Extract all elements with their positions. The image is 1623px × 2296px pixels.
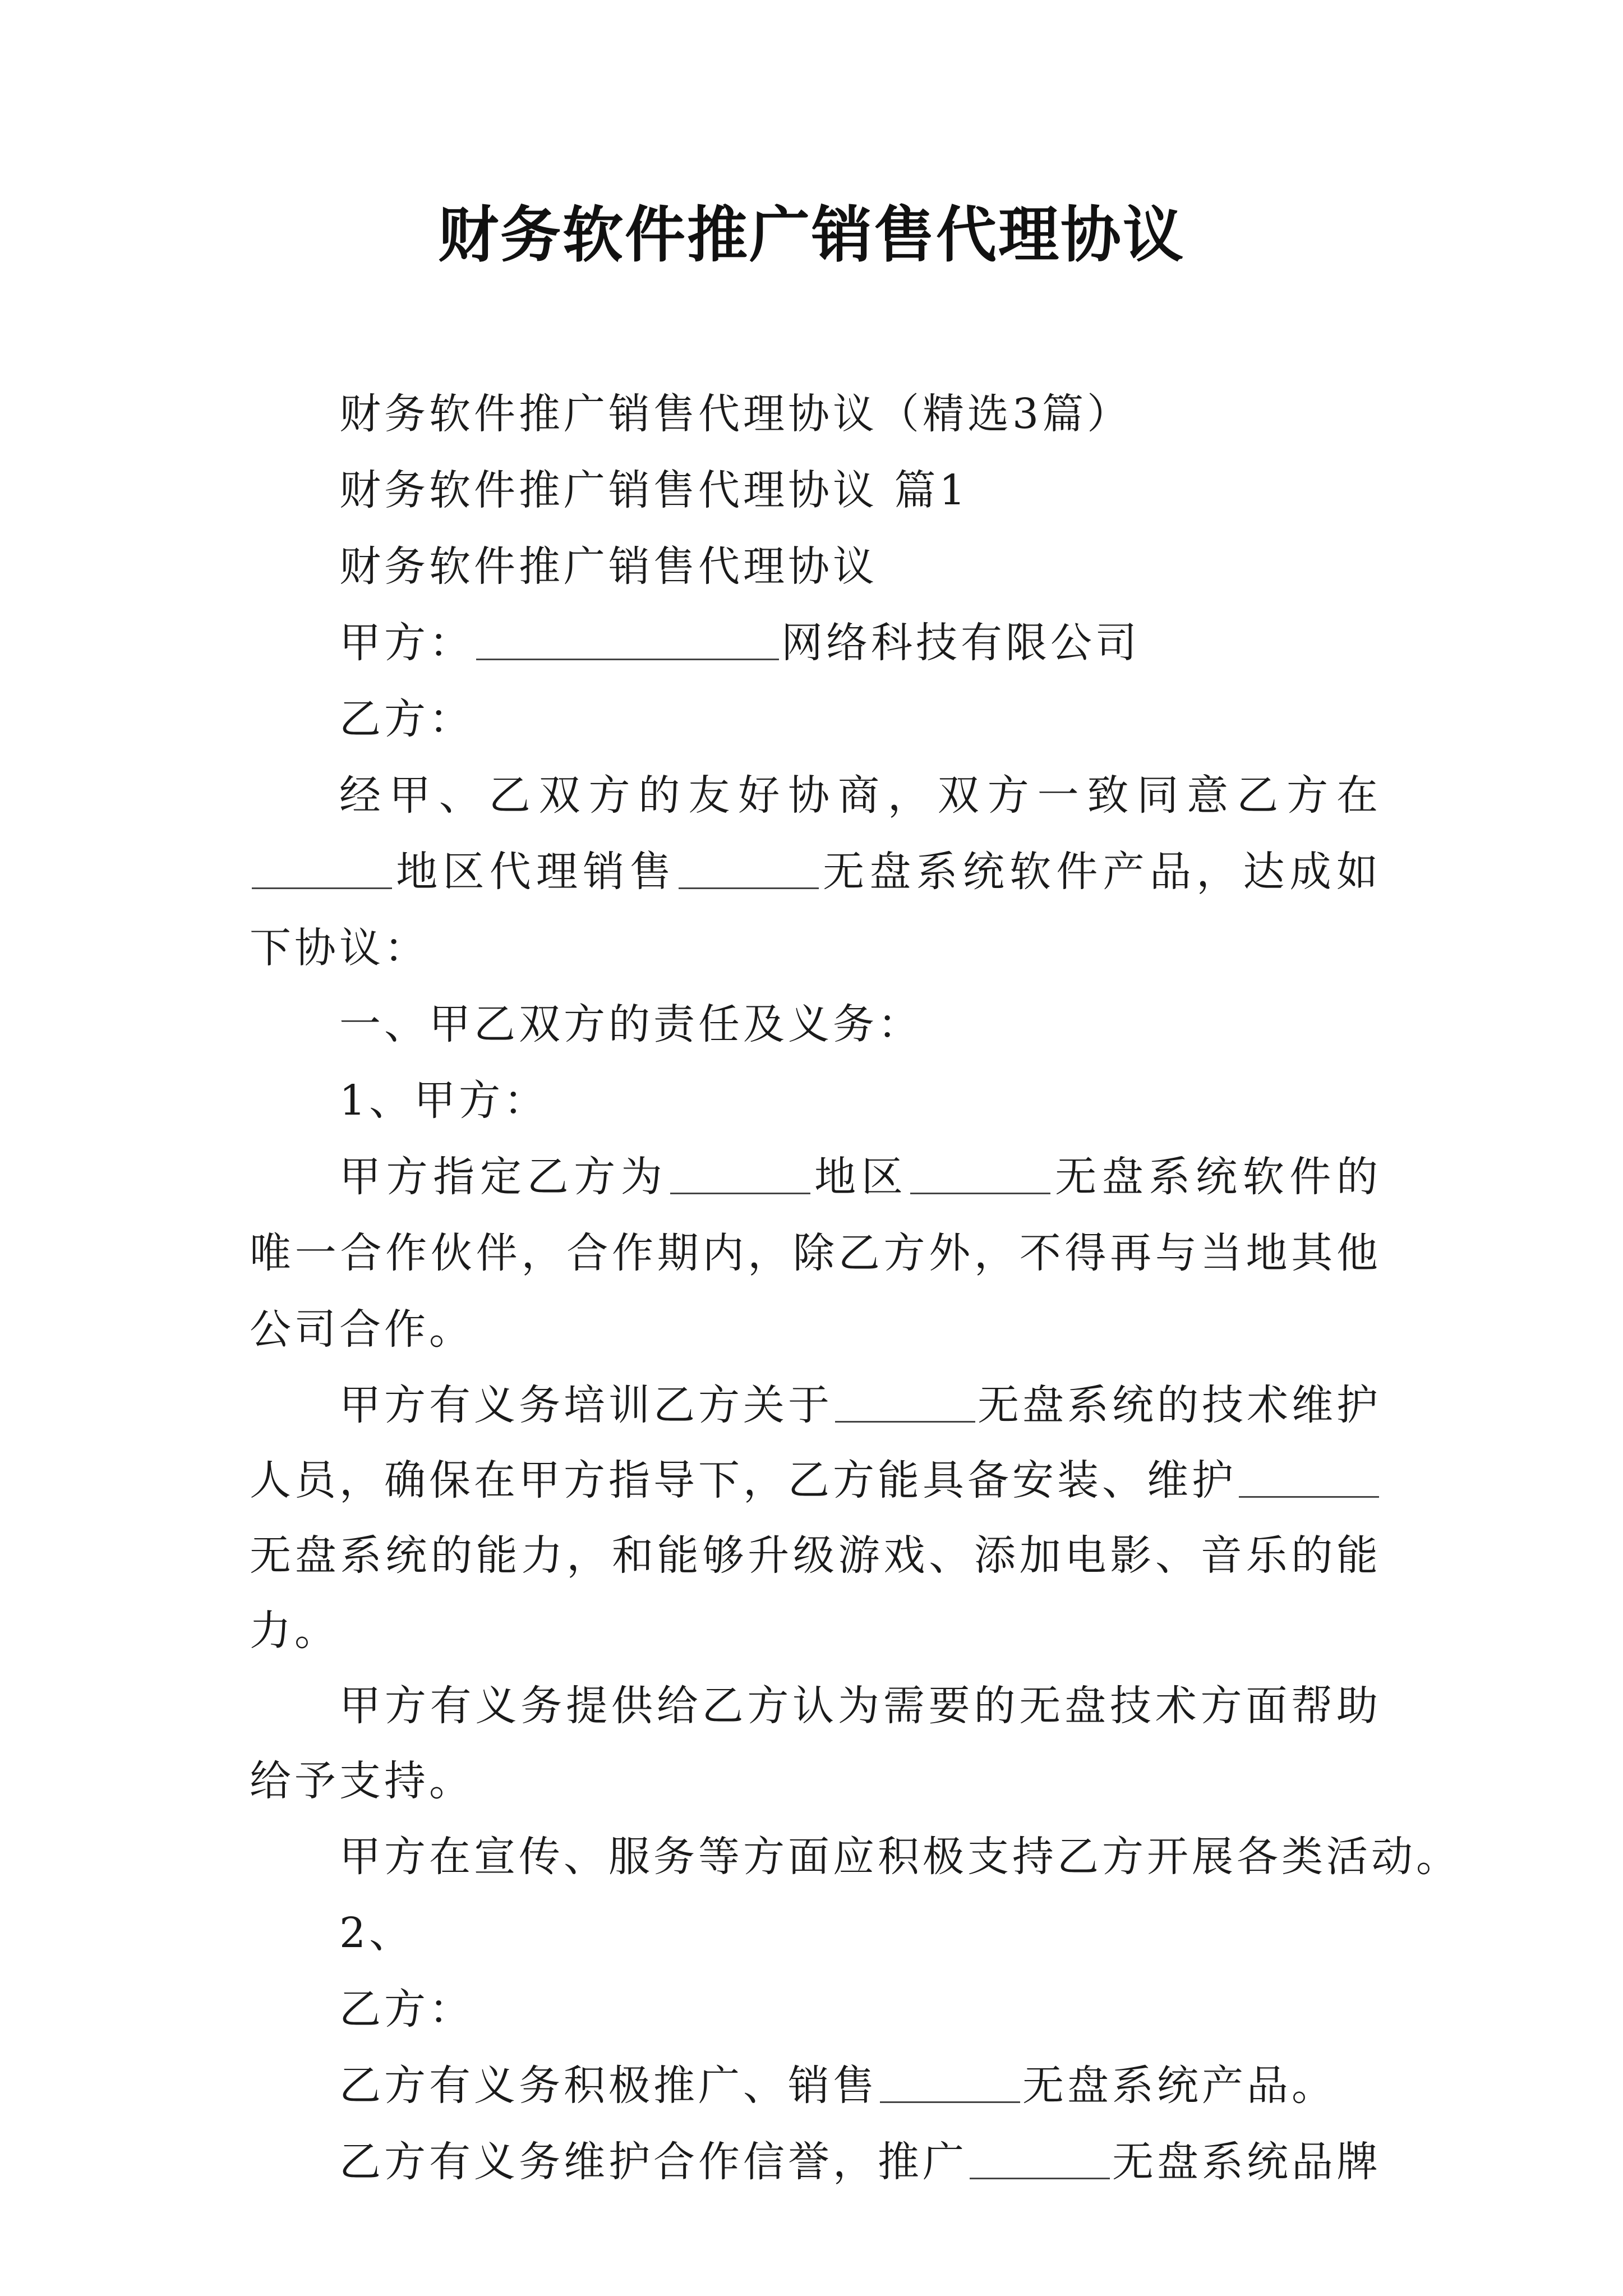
fill-in-blank <box>679 846 819 889</box>
paragraph-section-heading: 财务软件推广销售代理协议 篇1 <box>339 466 969 514</box>
fill-in-blank <box>1239 1455 1379 1498</box>
fill-in-blank <box>252 846 392 889</box>
paragraph-party-b: 乙方： <box>339 695 474 743</box>
paragraph-promotion-support: 甲方在宣传、服务等方面应积极支持乙方开展各类活动。 <box>339 1833 1461 1881</box>
paragraph-training <box>250 1368 1381 1668</box>
paragraph-item-party-a: 1、甲方： <box>339 1076 549 1125</box>
text-span: 地区代理销售 <box>394 848 676 896</box>
fill-in-blank <box>880 2060 1020 2103</box>
document-body <box>250 376 1461 2200</box>
text-span: 经甲、乙双方的友好协商，双方一致同意乙方在 <box>339 771 1381 820</box>
fill-in-blank <box>835 1379 975 1423</box>
paragraph-item-party-b: 乙方： <box>339 1985 474 2033</box>
party-a-company: 网络科技有限公司 <box>781 619 1140 667</box>
text-span: 地区 <box>812 1153 909 1201</box>
text-span: 乙方有义务维护合作信誉，推广 <box>339 2138 967 2186</box>
fill-in-blank <box>910 1151 1050 1194</box>
paragraph-party-b-sales <box>250 2047 1381 2124</box>
text-span: 甲方指定乙方为 <box>339 1153 668 1201</box>
fill-in-blank <box>970 2136 1110 2179</box>
party-a-label: 甲方： <box>339 619 474 667</box>
text-span: 无盘系统的技术维护人员，确保在甲方指导下，乙方能具备安装、维护 <box>250 1381 1381 1504</box>
paragraph-exclusive-partner <box>250 1139 1381 1368</box>
text-span: 无盘系统产品。 <box>1022 2062 1336 2110</box>
fill-in-blank <box>476 617 779 660</box>
text-span: 无盘系统软件的唯一合作伙伴，合作期内，除乙方外，不得再与当地其他公司合作。 <box>250 1153 1382 1354</box>
fill-in-blank <box>670 1151 810 1194</box>
paragraph-subtitle: 财务软件推广销售代理协议（精选3篇） <box>339 390 1132 438</box>
text-span: 无盘系统软件产品，达成如下协议： <box>250 848 1382 972</box>
paragraph-heading-duties: 一、甲乙双方的责任及义务： <box>339 1000 923 1048</box>
paragraph-party-b-reputation <box>250 2124 1381 2200</box>
document-title: 财务软件推广销售代理协议 <box>437 200 1185 270</box>
paragraph-item-2: 2、 <box>339 1909 414 1957</box>
paragraph-party-a <box>250 605 1381 681</box>
text-span: 无盘系统的能力，和能够升级游戏、添加电影、音乐的能力。 <box>250 1531 1381 1655</box>
paragraph-agreement-name: 财务软件推广销售代理协议 <box>339 542 878 591</box>
text-span: 甲方有义务培训乙方关于 <box>339 1381 833 1429</box>
text-span: 乙方有义务积极推广、销售 <box>339 2062 878 2110</box>
text-span: 无盘系统品牌 <box>1112 2138 1381 2186</box>
paragraph-technical-support: 甲方有义务提供给乙方认为需要的无盘技术方面帮助给予支持。 <box>250 1682 1381 1805</box>
paragraph-preamble <box>250 757 1381 986</box>
